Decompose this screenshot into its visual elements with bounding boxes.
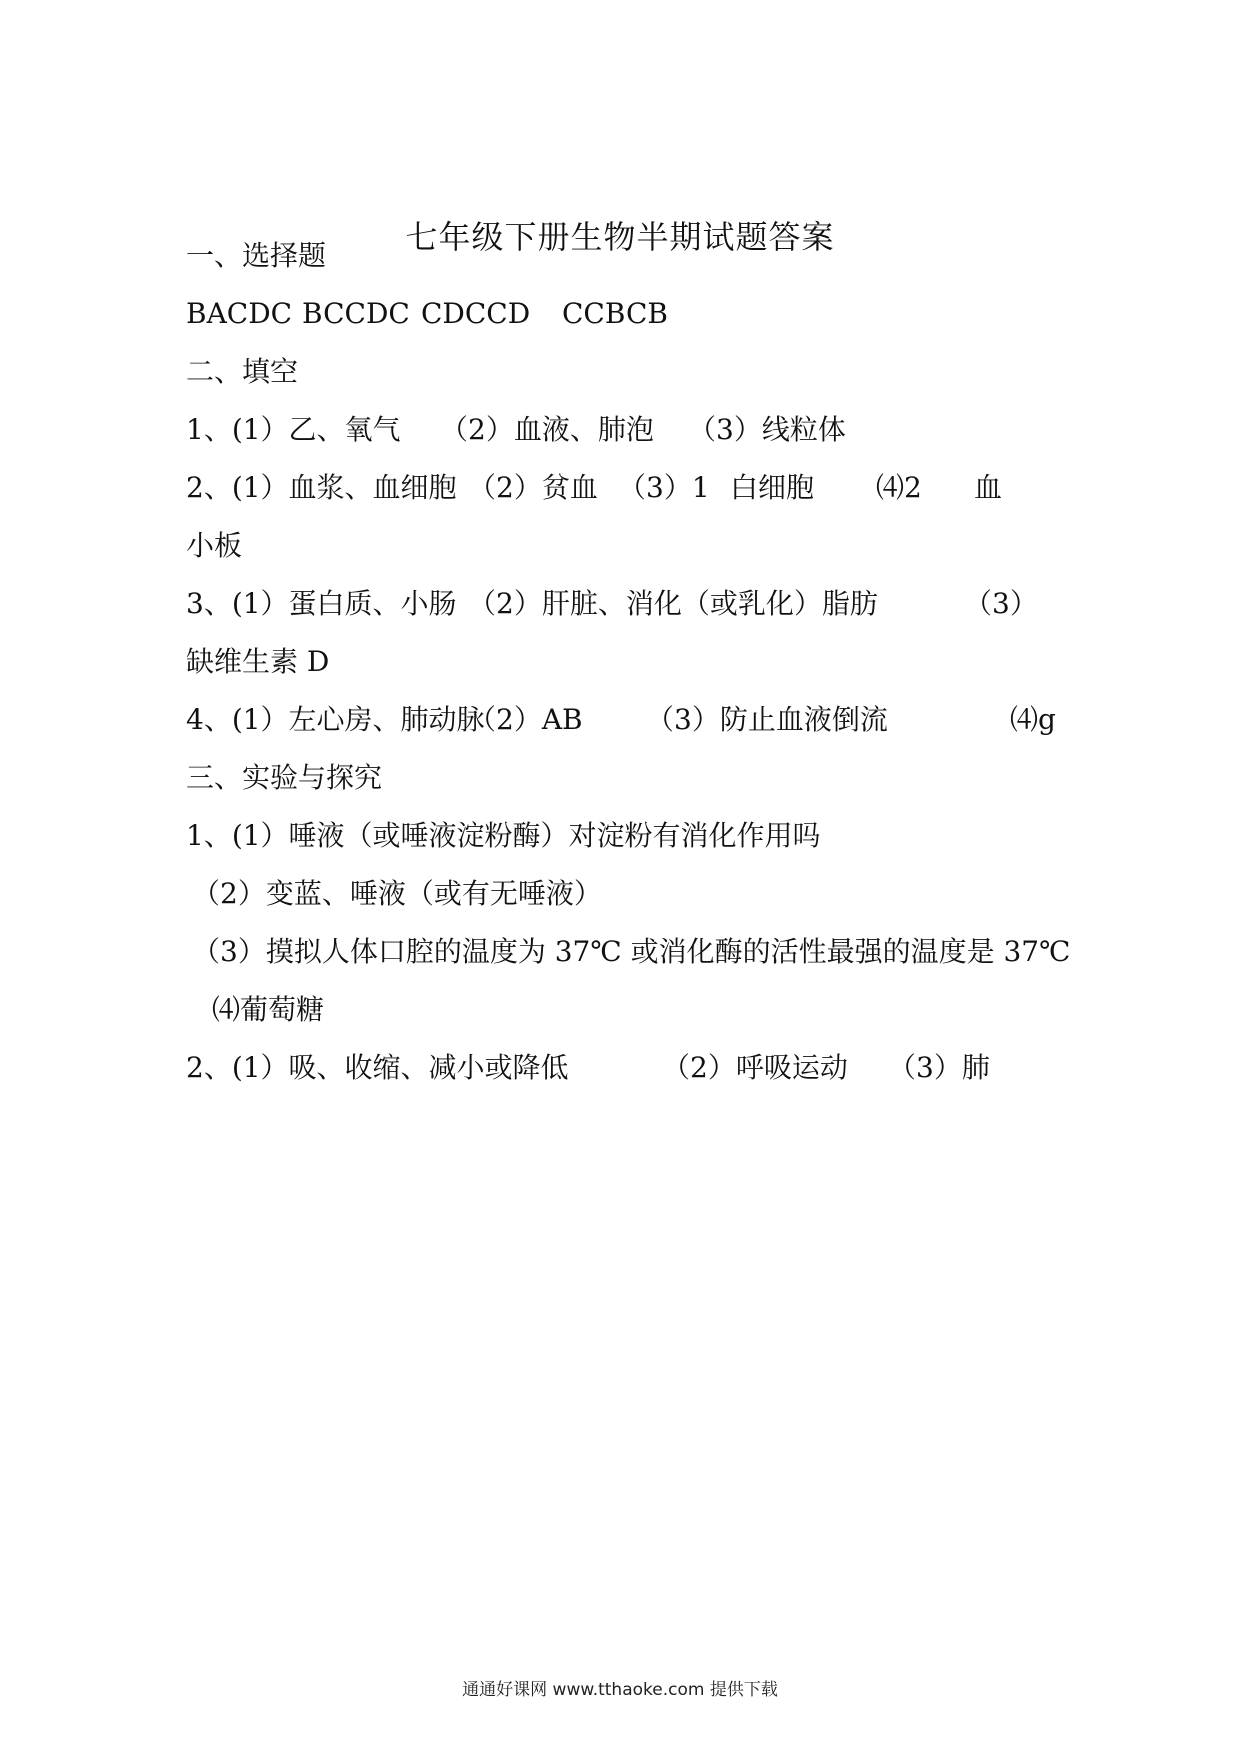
fill-2-part-5: ⑷2 (876, 471, 922, 504)
fill-1-part-1: 1、(1）乙、氧气 (186, 413, 401, 446)
fill-answer-4 (186, 702, 1066, 738)
experiment-answer-1b: （2）变蓝、唾液（或有无唾液） (192, 877, 602, 910)
fill-3-part-2: （2）肝脏、消化（或乳化）脂肪 (468, 587, 878, 620)
fill-answer-3 (186, 586, 1066, 622)
fill-answer-3-continued: 缺维生素 D (186, 645, 330, 678)
experiment-2-part-2: （2）呼吸运动 (662, 1051, 848, 1084)
section-heading-choice: 一、选择题 (186, 239, 327, 272)
choice-answer-group-3: CDCCD (421, 297, 531, 330)
fill-1-part-2: （2）血液、肺泡 (440, 413, 654, 446)
footer-credit: 通通好课网 www.tthaoke.com 提供下载 (462, 1680, 778, 1700)
choice-answer-group-2: BCCDC (302, 297, 410, 330)
experiment-answer-1a: 1、(1）唾液（或唾液淀粉酶）对淀粉有消化作用吗 (186, 819, 821, 852)
experiment-answer-1d: ⑷葡萄糖 (212, 993, 325, 1026)
fill-3-part-1: 3、(1）蛋白质、小肠 (186, 587, 457, 620)
fill-2-part-1: 2、(1）血浆、血细胞 (186, 471, 457, 504)
page-title: 七年级下册生物半期试题答案 (405, 218, 835, 256)
fill-4-part-4: ⑷g (1010, 703, 1056, 736)
fill-3-part-3: （3） (964, 587, 1038, 620)
fill-answer-1 (186, 412, 1086, 448)
fill-answer-2-continued: 小板 (186, 529, 243, 562)
choice-answer-group-4: CCBCB (562, 297, 668, 330)
choice-answer-group-1: BACDC (186, 297, 293, 330)
fill-1-part-3: （3）线粒体 (688, 413, 846, 446)
experiment-2-part-1: 2、(1）吸、收缩、减小或降低 (186, 1051, 569, 1084)
experiment-answer-1c: （3）摸拟人体口腔的温度为 37℃ 或消化酶的活性最强的温度是 37℃ (192, 935, 1071, 968)
fill-4-part-1: 4、(1）左心房、肺动脉 (186, 703, 485, 736)
fill-2-part-6: 血 (974, 471, 1003, 504)
fill-2-part-2: （2）贫血 (468, 471, 598, 504)
section-heading-fill: 二、填空 (186, 355, 299, 388)
fill-answer-2 (186, 470, 1066, 506)
experiment-answer-2 (186, 1050, 1066, 1086)
experiment-2-part-3: （3）肺 (888, 1051, 990, 1084)
fill-2-part-4: 白细胞 (730, 471, 815, 504)
fill-4-part-2: （2）AB (468, 703, 583, 736)
choice-answers-row (186, 296, 1086, 332)
section-heading-experiment: 三、实验与探究 (186, 761, 383, 794)
fill-4-part-3: （3）防止血液倒流 (646, 703, 888, 736)
fill-2-part-3: （3）1 (618, 471, 710, 504)
